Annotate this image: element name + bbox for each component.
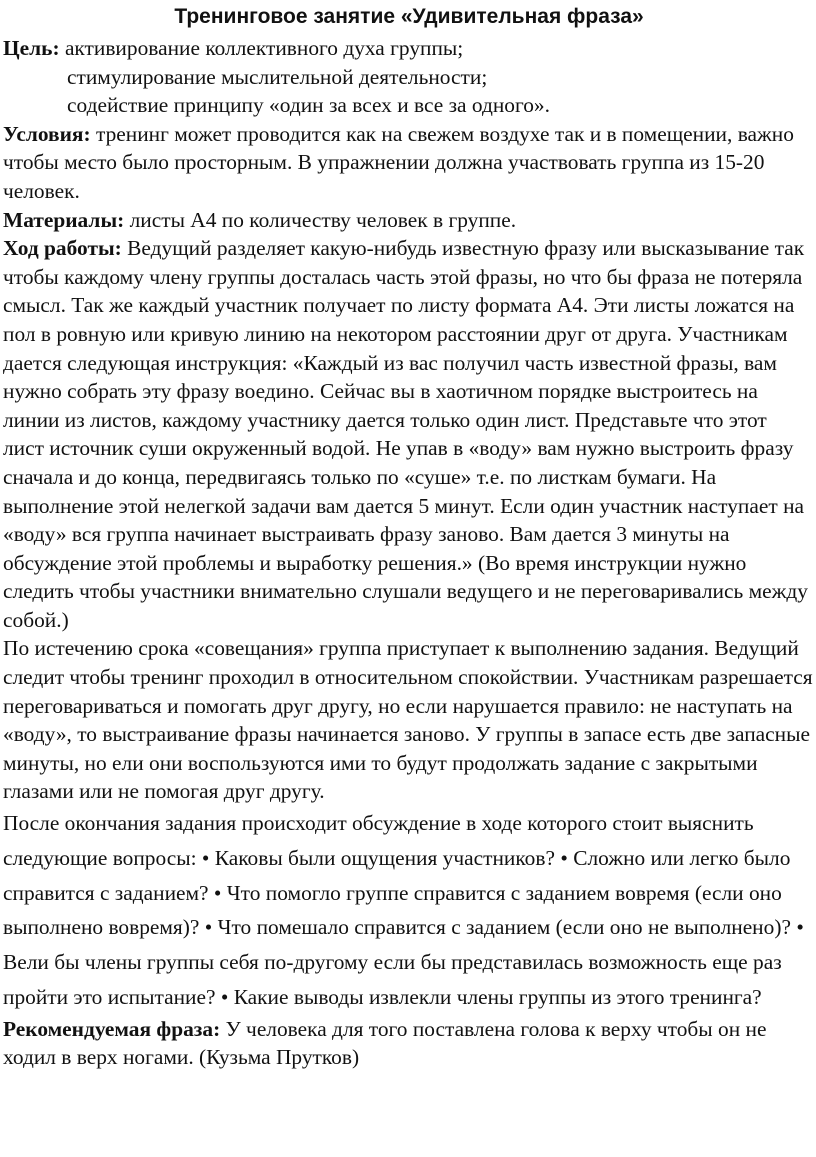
- conditions-label: Условия:: [3, 121, 91, 146]
- document-title: Тренинговое занятие «Удивительная фраза»: [174, 5, 644, 28]
- bullet-icon: •: [560, 845, 568, 870]
- bullet-icon: •: [220, 985, 229, 1010]
- discussion-question-1: Каковы были ощущения участников?: [214, 845, 555, 870]
- recommended-text: У человека для того поставлена голова к верху чтобы он не ходил в верх ногами. (Кузьма Прутков): [3, 1016, 767, 1070]
- bullet-icon: •: [201, 845, 210, 870]
- discussion-question-2: Сложно или легко было справится с заданием?: [3, 845, 791, 905]
- procedure-text: Ведущий разделяет какую-нибудь известную фразу или высказывание так чтобы каждому члену группы досталась часть этой фразы, но что бы фраза не потеряла смысл. Так же каждый участник получает по листу формата А4. Эти листы ложатся на пол в ровную или кривую линию на некотором расстоянии друг от друга. Участникам дается следующая инструкция: «Каждый из вас получил часть известной фразы, вам нужно собрать эту фразу воедино. Сейчас вы в хаотичном порядке выстроитесь на линии из листов, каждому участнику дается только один лист. Представьте что этот лист источник суши окруженный водой. Не упав в «воду» вам нужно выстроить фразу сначала и до конца, передвигаясь только по «суше» т.е. по листкам бумаги. На выполнение этой нелегкой задачи вам дается 5 минут. Если один участник наступает на «воду» вся группа начинает выстраивать фразу заново. Вам дается 3 минуты на обсуждение этой проблемы и выработку решения.» (Во время инструкции нужно следить чтобы участники внимательно слушали ведущего и не переговаривались между собой.): [3, 236, 808, 632]
- discussion-question-6: Какие выводы извлекли члены группы из этого тренинга?: [233, 985, 762, 1010]
- document-page: [3, 0, 813, 1072]
- procedure-section: [3, 234, 813, 634]
- materials-label: Материалы:: [3, 207, 125, 232]
- discussion-intro: После окончания задания происходит обсуждение в ходе которого стоит выяснить следующие вопросы:: [3, 811, 754, 870]
- conditions-section: [3, 120, 813, 206]
- discussion-question-5: Вели бы члены группы себя по-другому если бы представилась возможность еще раз пройти это испытание?: [3, 950, 782, 1010]
- goal-section: [3, 34, 813, 63]
- paragraph-execution: По истечению срока «совещания» группа приступает к выполнению задания. Ведущий следит чтобы тренинг проходил в относительном спокойствии. Участникам разрешается переговариваться и помогать друг другу, но если нарушается правило: не наступать на «воду», то выстраивание фразы начинается заново. У группы в запасе есть две запасные минуты, но ели они воспользуются ими то будут продолжать задание с закрытыми глазами или не помогая друг другу.: [3, 636, 813, 804]
- goal-label: Цель:: [3, 36, 60, 60]
- goal-line-2: стимулирование мыслительной деятельности;: [67, 64, 488, 89]
- materials-section: [3, 206, 813, 235]
- bullet-icon: •: [213, 880, 222, 905]
- bullet-icon: •: [204, 915, 213, 940]
- discussion-question-4: Что помешало справится с заданием (если оно не выполнено)?: [217, 915, 791, 940]
- procedure-label: Ход работы:: [3, 236, 122, 261]
- recommended-label: Рекомендуемая фраза:: [3, 1016, 221, 1041]
- discussion-section: [3, 806, 813, 1015]
- goal-line-3: содействие принципу «один за всех и все за одного».: [67, 93, 550, 118]
- materials-text: листы А4 по количеству человек в группе.: [129, 207, 517, 232]
- bullet-icon: •: [796, 915, 804, 940]
- discussion-question-3: Что помогло группе справится с заданием вовремя (если оно выполнено вовремя)?: [3, 880, 782, 940]
- recommended-section: [3, 1015, 813, 1072]
- conditions-text: тренинг может проводится как на свежем воздухе так и в помещении, важно чтобы место было просторным. В упражнении должна участвовать группа из 15-20 человек.: [3, 121, 794, 203]
- goal-line-1: активирование коллективного духа группы;: [64, 36, 464, 60]
